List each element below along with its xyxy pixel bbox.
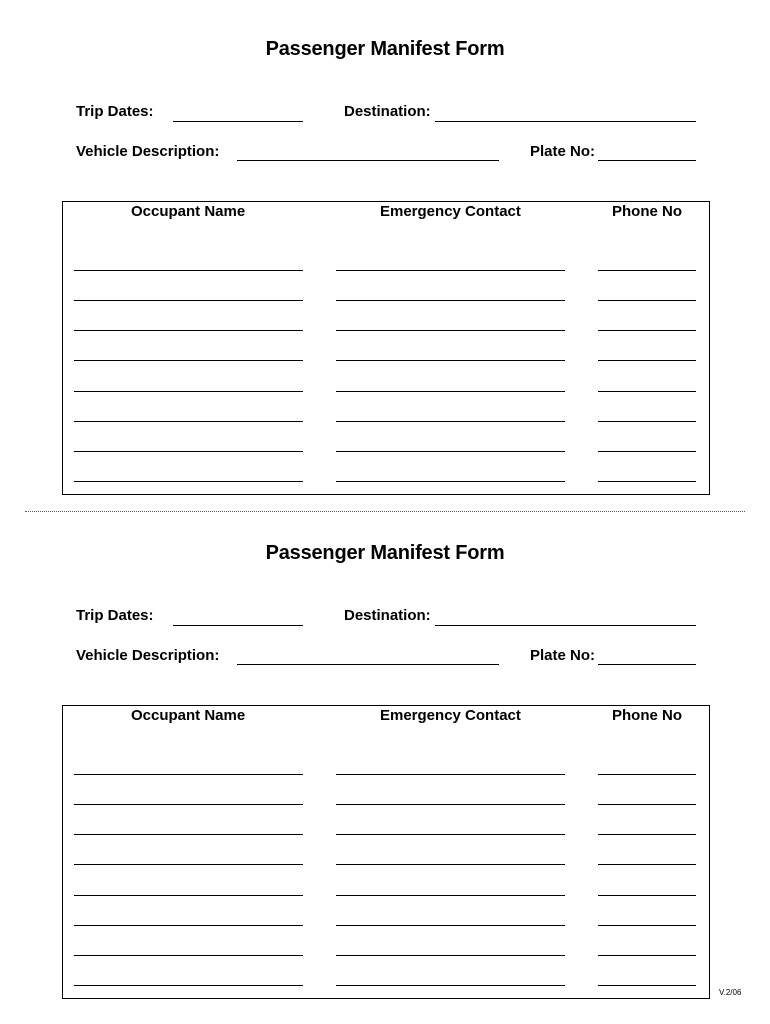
- destination-label: Destination:: [344, 103, 431, 120]
- vehicle-description-field[interactable]: [237, 664, 499, 665]
- phone-no-field[interactable]: [598, 481, 696, 482]
- emergency-contact-field[interactable]: [336, 895, 565, 896]
- column-header-phone-no: Phone No: [612, 707, 682, 724]
- emergency-contact-field[interactable]: [336, 330, 565, 331]
- phone-no-field[interactable]: [598, 360, 696, 361]
- table-row: [63, 864, 709, 865]
- emergency-contact-field[interactable]: [336, 804, 565, 805]
- phone-no-field[interactable]: [598, 451, 696, 452]
- phone-no-field[interactable]: [598, 774, 696, 775]
- table-row: [63, 985, 709, 986]
- emergency-contact-field[interactable]: [336, 864, 565, 865]
- occupant-name-field[interactable]: [74, 300, 303, 301]
- plate-no-field[interactable]: [598, 160, 696, 161]
- destination-field[interactable]: [435, 121, 696, 122]
- occupant-name-field[interactable]: [74, 834, 303, 835]
- cut-line-divider: [25, 511, 745, 512]
- phone-no-field[interactable]: [598, 864, 696, 865]
- phone-no-field[interactable]: [598, 804, 696, 805]
- occupant-name-field[interactable]: [74, 451, 303, 452]
- phone-no-field[interactable]: [598, 895, 696, 896]
- emergency-contact-field[interactable]: [336, 985, 565, 986]
- occupant-name-field[interactable]: [74, 985, 303, 986]
- phone-no-field[interactable]: [598, 300, 696, 301]
- column-header-occupant-name: Occupant Name: [131, 707, 246, 724]
- vehicle-description-field[interactable]: [237, 160, 499, 161]
- occupant-name-field[interactable]: [74, 360, 303, 361]
- occupant-table: [62, 705, 710, 999]
- phone-no-field[interactable]: [598, 421, 696, 422]
- version-label: V.2/06: [719, 988, 742, 997]
- table-row: [63, 330, 709, 331]
- occupant-name-field[interactable]: [74, 804, 303, 805]
- table-row: [63, 421, 709, 422]
- phone-no-field[interactable]: [598, 270, 696, 271]
- occupant-name-field[interactable]: [74, 330, 303, 331]
- plate-no-label: Plate No:: [530, 143, 596, 160]
- occupant-name-field[interactable]: [74, 925, 303, 926]
- emergency-contact-field[interactable]: [336, 774, 565, 775]
- table-row: [63, 451, 709, 452]
- occupant-table: [62, 201, 710, 495]
- emergency-contact-field[interactable]: [336, 834, 565, 835]
- form-title: Passenger Manifest Form: [265, 542, 505, 564]
- plate-no-label: Plate No:: [530, 647, 596, 664]
- emergency-contact-field[interactable]: [336, 360, 565, 361]
- table-row: [63, 300, 709, 301]
- emergency-contact-field[interactable]: [336, 481, 565, 482]
- emergency-contact-field[interactable]: [336, 391, 565, 392]
- vehicle-description-label: Vehicle Description:: [76, 647, 220, 664]
- trip-dates-field[interactable]: [173, 121, 303, 122]
- emergency-contact-field[interactable]: [336, 451, 565, 452]
- occupant-name-field[interactable]: [74, 955, 303, 956]
- emergency-contact-field[interactable]: [336, 925, 565, 926]
- vehicle-description-label: Vehicle Description:: [76, 143, 220, 160]
- table-row: [63, 804, 709, 805]
- destination-label: Destination:: [344, 607, 431, 624]
- trip-dates-field[interactable]: [173, 625, 303, 626]
- phone-no-field[interactable]: [598, 925, 696, 926]
- column-header-emergency-contact: Emergency Contact: [380, 707, 521, 724]
- occupant-name-field[interactable]: [74, 391, 303, 392]
- table-row: [63, 481, 709, 482]
- table-row: [63, 895, 709, 896]
- phone-no-field[interactable]: [598, 955, 696, 956]
- column-header-phone-no: Phone No: [612, 203, 682, 220]
- trip-dates-label: Trip Dates:: [76, 103, 154, 120]
- emergency-contact-field[interactable]: [336, 421, 565, 422]
- occupant-name-field[interactable]: [74, 864, 303, 865]
- table-row: [63, 774, 709, 775]
- occupant-name-field[interactable]: [74, 895, 303, 896]
- phone-no-field[interactable]: [598, 985, 696, 986]
- column-header-occupant-name: Occupant Name: [131, 203, 246, 220]
- emergency-contact-field[interactable]: [336, 300, 565, 301]
- table-row: [63, 391, 709, 392]
- occupant-name-field[interactable]: [74, 774, 303, 775]
- phone-no-field[interactable]: [598, 330, 696, 331]
- table-row: [63, 270, 709, 271]
- table-row: [63, 955, 709, 956]
- destination-field[interactable]: [435, 625, 696, 626]
- phone-no-field[interactable]: [598, 834, 696, 835]
- occupant-name-field[interactable]: [74, 481, 303, 482]
- phone-no-field[interactable]: [598, 391, 696, 392]
- emergency-contact-field[interactable]: [336, 270, 565, 271]
- column-header-emergency-contact: Emergency Contact: [380, 203, 521, 220]
- emergency-contact-field[interactable]: [336, 955, 565, 956]
- table-row: [63, 925, 709, 926]
- table-row: [63, 834, 709, 835]
- occupant-name-field[interactable]: [74, 421, 303, 422]
- trip-dates-label: Trip Dates:: [76, 607, 154, 624]
- plate-no-field[interactable]: [598, 664, 696, 665]
- table-row: [63, 360, 709, 361]
- form-title: Passenger Manifest Form: [265, 38, 505, 60]
- occupant-name-field[interactable]: [74, 270, 303, 271]
